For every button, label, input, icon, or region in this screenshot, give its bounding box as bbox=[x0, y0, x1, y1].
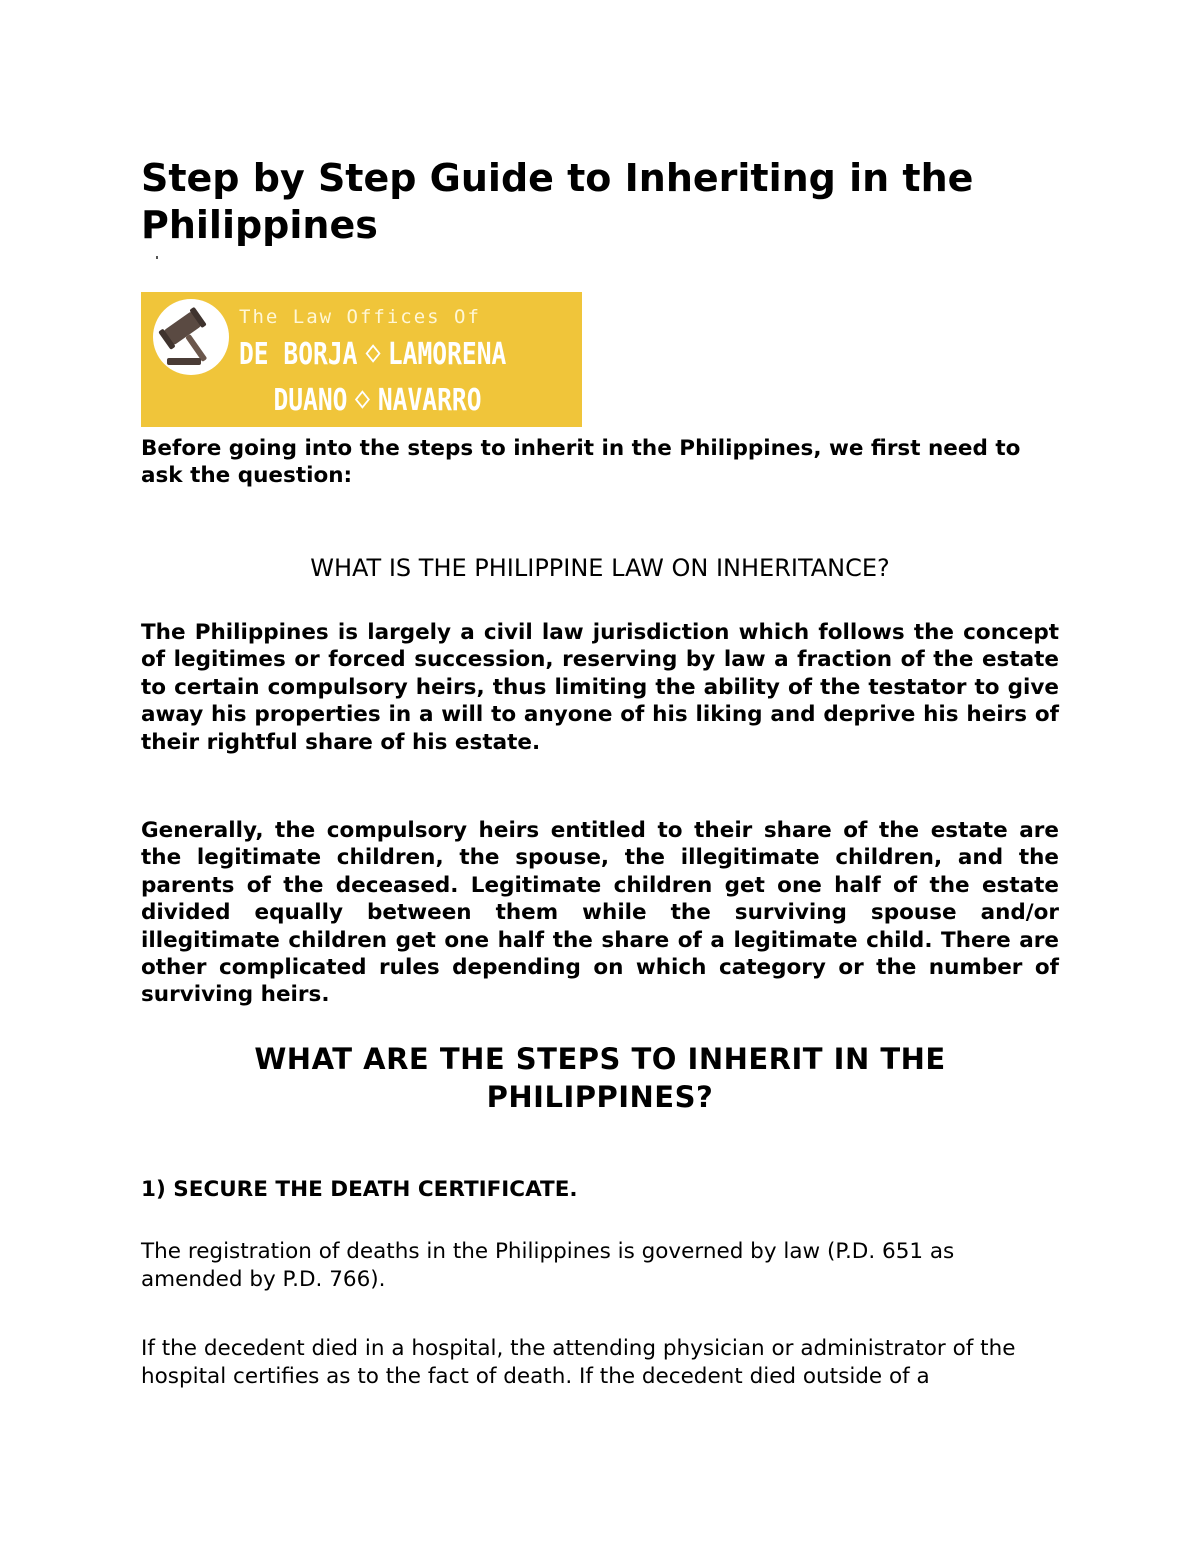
logo-line-1: The Law Offices Of bbox=[239, 306, 481, 328]
logo-name-duano: DUANO bbox=[273, 383, 348, 418]
text-cursor-mark bbox=[156, 256, 158, 259]
document-page bbox=[141, 0, 1059, 1553]
law-office-logo bbox=[141, 292, 582, 427]
heading-steps-to-inherit: WHAT ARE THE STEPS TO INHERIT IN THE PHILIPPINES? bbox=[254, 1042, 946, 1114]
intro-paragraph: Before going into the steps to inherit in the Philippines, we first need to ask the question: bbox=[141, 436, 1021, 488]
logo-line-3 bbox=[239, 378, 518, 424]
step-1-paragraph-hospital: If the decedent died in a hospital, the attending physician or administrator of the hospital certifies as to the fact of death. If the decedent died outside of a bbox=[141, 1336, 1016, 1389]
heading-law-on-inheritance: WHAT IS THE PHILIPPINE LAW ON INHERITANCE? bbox=[310, 554, 890, 582]
step-1-heading: 1) SECURE THE DEATH CERTIFICATE. bbox=[141, 1177, 578, 1202]
logo-line-2 bbox=[239, 332, 518, 378]
document-title: Step by Step Guide to Inheriting in the Philippines bbox=[141, 156, 974, 247]
step-1-paragraph-registration: The registration of deaths in the Philippines is governed by law (P.D. 651 as amended by P.D. 766). bbox=[141, 1239, 955, 1292]
logo-text-block bbox=[239, 302, 579, 424]
diamond-separator-icon bbox=[355, 390, 370, 408]
logo-name-lamorena: LAMORENA bbox=[387, 337, 507, 372]
logo-name-navarro: NAVARRO bbox=[377, 383, 482, 418]
diamond-separator-icon bbox=[365, 344, 380, 362]
logo-name-de-borja: DE BORJA bbox=[239, 337, 358, 372]
paragraph-civil-law: The Philippines is largely a civil law jurisdiction which follows the concept of legitimes or forced succession, reserving by law a fraction of the estate to certain compulsory heirs, thus limiting the ability of the testator to give away his properties in a will to anyone of his liking and deprive his heirs of their rightful share of his estate. bbox=[141, 620, 1059, 755]
paragraph-compulsory-heirs: Generally, the compulsory heirs entitled to their share of the estate are the legitimate children, the spouse, the illegitimate children, and the parents of the deceased. Legitimate children get one half of the estate divided equally between them while the surviving spouse and/or illegitimate children get one half the share of a legitimate child. There are other complicated rules depending on which category or the number of surviving heirs. bbox=[141, 818, 1059, 1008]
